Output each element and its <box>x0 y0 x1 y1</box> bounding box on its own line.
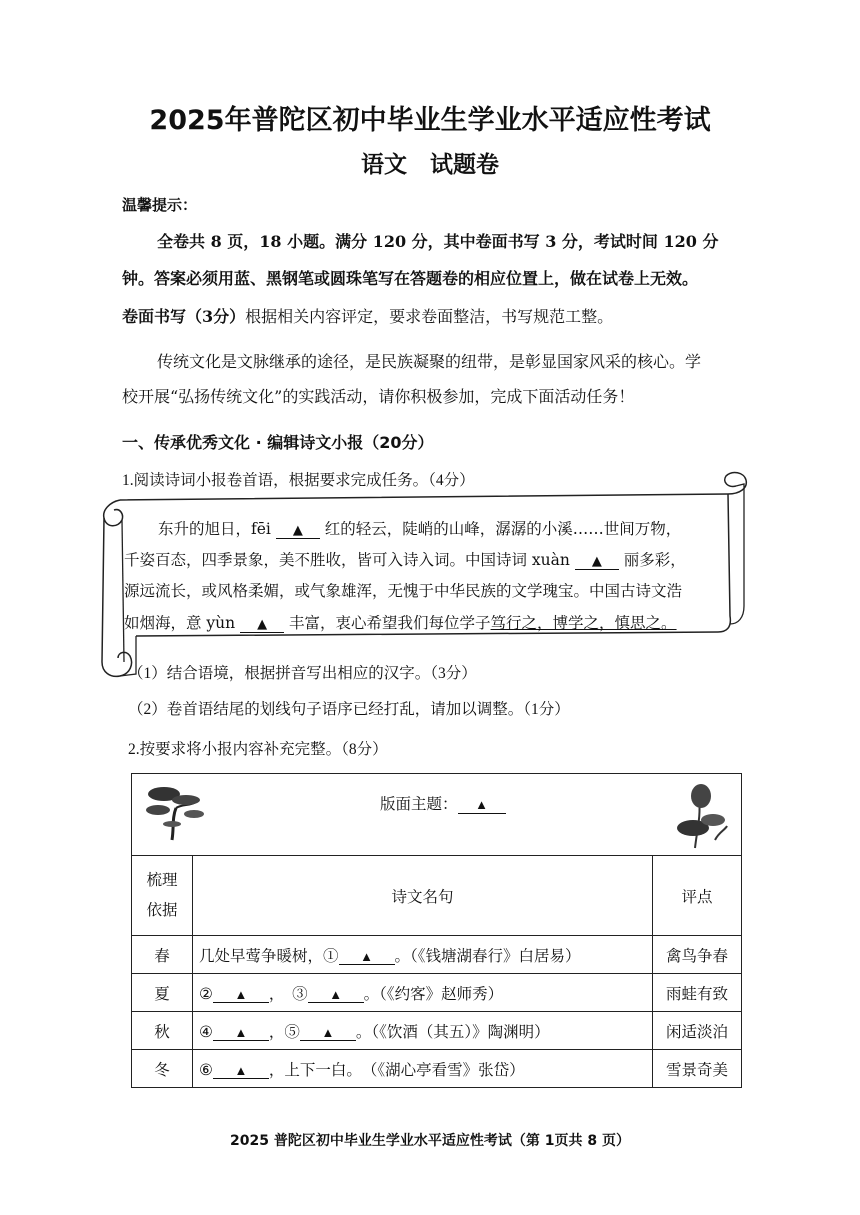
tips-line-3 <box>122 304 613 327</box>
answer-marker: ▲ <box>475 797 488 812</box>
poem-cell <box>193 1050 653 1088</box>
intro-line-2: 校开展“弘扬传统文化”的实践活动，请你积极参加，完成下面活动任务！ <box>122 387 635 406</box>
answer-marker: ▲ <box>234 1062 248 1078</box>
blank-6[interactable] <box>213 1063 269 1080</box>
answer-marker: ▲ <box>591 554 602 569</box>
answer-marker: ▲ <box>329 986 343 1002</box>
scroll-frame <box>96 466 756 681</box>
comment-cell: 闲适淡泊 <box>653 1012 742 1050</box>
poem-text: ，⑤ <box>268 1023 300 1041</box>
scroll-line-1 <box>158 517 681 539</box>
answer-marker: ▲ <box>234 986 248 1002</box>
header-basis-line-1: 梳理 <box>146 871 178 889</box>
comment-cell: 雪景奇美 <box>653 1050 742 1088</box>
scroll-line-2 <box>124 548 686 570</box>
table-theme-row <box>132 774 742 856</box>
scroll-line-1-part-b: 红的轻云，陡峭的山峰，潺潺的小溪……世间万物， <box>324 520 682 538</box>
season-cell: 冬 <box>132 1050 193 1088</box>
poem-cell <box>193 936 653 974</box>
season-cell: 秋 <box>132 1012 193 1050</box>
blank-yun[interactable] <box>240 616 284 633</box>
poem-text: 几处早莺争暖树，① <box>199 947 339 965</box>
question-1-sub-2: （2）卷首语结尾的划线句子语序已经打乱，请加以调整。（1分） <box>128 701 570 718</box>
scroll-line-3: 源远流长，或风格柔媚，或气象雄浑，无愧于中华民族的文学瑰宝。中国古诗文浩 <box>124 582 683 600</box>
theme-blank[interactable] <box>458 797 506 814</box>
page-footer: 2025 普陀区初中毕业生学业水平适应性考试（第 1页共 8 页） <box>230 1133 630 1149</box>
season-cell: 夏 <box>132 974 193 1012</box>
handwriting-score-label: 卷面书写（3分） <box>122 307 246 326</box>
blank-2[interactable] <box>213 987 269 1004</box>
table-row <box>132 936 742 974</box>
underlined-sentence: 笃行之，博学之，慎思之。 <box>490 614 677 632</box>
comment-cell: 禽鸟争春 <box>653 936 742 974</box>
table-row <box>132 1012 742 1050</box>
blank-1[interactable] <box>339 949 395 966</box>
question-1-sub-1: （1）结合语境，根据拼音写出相应的汉字。（3分） <box>128 665 477 682</box>
header-poems: 诗文名句 <box>193 856 653 936</box>
tips-line-2: 钟。答案必须用蓝、黑钢笔或圆珠笔写在答题卷的相应位置上，做在试卷上无效。 <box>122 269 699 288</box>
section-1-title: 一、传承优秀文化 · 编辑诗文小报（20分） <box>122 433 434 452</box>
poem-source: ，上下一白。 （《湖心亭看雪》张岱） <box>268 1061 525 1079</box>
comment-cell: 雨蛙有致 <box>653 974 742 1012</box>
answer-marker: ▲ <box>234 1024 248 1040</box>
intro-line-1: 传统文化是文脉继承的途径，是民族凝聚的纽带，是彰显国家风采的核心。学 <box>157 352 702 371</box>
blank-fei[interactable] <box>276 522 320 539</box>
blank-3[interactable] <box>308 987 364 1004</box>
tips-label: 温馨提示： <box>122 196 198 214</box>
poem-text: ② <box>199 985 213 1003</box>
theme-line <box>380 792 506 814</box>
poem-text: ， ③ <box>268 985 308 1003</box>
poem-source: 。（《钱塘湖春行》白居易） <box>394 947 581 965</box>
answer-marker: ▲ <box>292 523 303 538</box>
question-1-stem: 1.阅读诗词小报卷首语，根据要求完成任务。（4分） <box>122 472 475 489</box>
table-row <box>132 1050 742 1088</box>
poem-source: 。（《饮酒（其五）》陶渊明） <box>355 1023 550 1041</box>
blank-xuan[interactable] <box>575 553 619 570</box>
lotus-icon <box>675 780 729 850</box>
scroll-line-2-part-b: 丽多彩， <box>623 551 686 569</box>
exam-subtitle: 语文 试题卷 <box>361 152 499 178</box>
handwriting-score-desc: 根据相关内容评定，要求卷面整洁，书写规范工整。 <box>245 307 614 326</box>
header-basis-line-2: 依据 <box>146 901 178 919</box>
blank-5[interactable] <box>300 1025 356 1042</box>
question-2-stem: 2.按要求将小报内容补充完整。（8分） <box>128 741 388 758</box>
poem-table <box>131 773 742 1088</box>
poem-text: ⑥ <box>199 1061 213 1079</box>
answer-marker: ▲ <box>321 1024 335 1040</box>
tips-line-1: 全卷共 8 页，18 小题。满分 120 分，其中卷面书写 3 分，考试时间 120 分 <box>157 232 719 251</box>
scroll-line-4 <box>124 611 677 633</box>
poem-source: 。（《约客》赵师秀） <box>363 985 504 1003</box>
scroll-line-2-part-a: 千姿百态，四季景象，美不胜收，皆可入诗入词。中国诗词 xuàn <box>124 551 570 569</box>
answer-marker: ▲ <box>257 617 268 632</box>
scroll-line-4-part-a: 如烟海，意 yùn <box>124 614 236 632</box>
answer-marker: ▲ <box>360 948 373 964</box>
pine-tree-icon <box>142 780 208 842</box>
scroll-line-4-part-b: 丰富，衷心希望我们每位学子 <box>289 614 491 632</box>
table-row <box>132 974 742 1012</box>
poem-cell <box>193 974 653 1012</box>
season-cell: 春 <box>132 936 193 974</box>
exam-title: 2025年普陀区初中毕业生学业水平适应性考试 <box>149 105 711 136</box>
scroll-line-1-part-a: 东升的旭日，fēi <box>158 520 271 538</box>
blank-4[interactable] <box>213 1025 269 1042</box>
theme-label: 版面主题： <box>380 796 458 813</box>
header-comment: 评点 <box>653 856 742 936</box>
header-basis <box>132 856 193 936</box>
poem-text: ④ <box>199 1023 213 1041</box>
poem-cell <box>193 1012 653 1050</box>
